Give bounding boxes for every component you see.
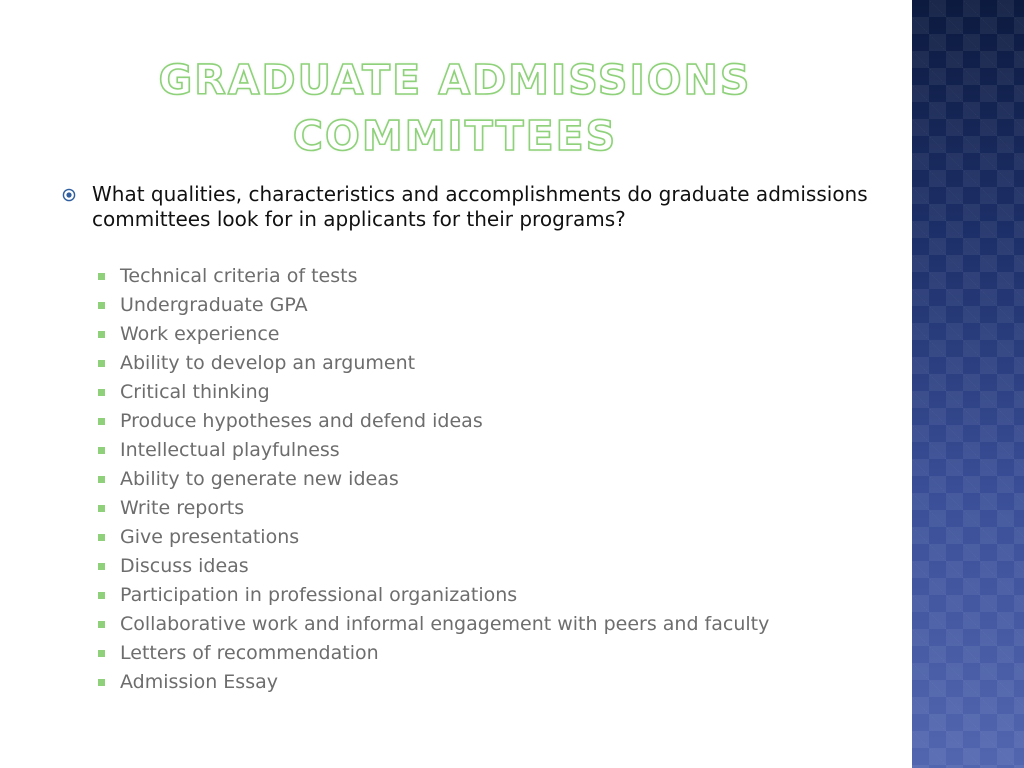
- list-item-text: Undergraduate GPA: [120, 294, 308, 316]
- decorative-side-band: [912, 0, 1024, 768]
- square-bullet-icon: [98, 476, 105, 483]
- square-bullet-icon: [98, 360, 105, 367]
- list-item-text: Collaborative work and informal engagement with peers and faculty: [120, 613, 770, 635]
- square-bullet-icon: [98, 331, 105, 338]
- list-item: [98, 291, 882, 320]
- list-item: [98, 581, 882, 610]
- list-item-text: Work experience: [120, 323, 280, 345]
- list-item: [98, 523, 882, 552]
- list-item: [98, 668, 882, 697]
- list-item-text: Critical thinking: [120, 381, 270, 403]
- list-item-text: Ability to develop an argument: [120, 352, 416, 374]
- main-point-text: What qualities, characteristics and accomplishments do graduate admissions committees look for in applicants for their programs?: [92, 182, 868, 231]
- list-item: [98, 349, 882, 378]
- criteria-list: [98, 262, 882, 697]
- list-item: [98, 610, 882, 639]
- square-bullet-icon: [98, 302, 105, 309]
- slide-title: GRADUATE ADMISSIONS COMMITTEES: [158, 56, 752, 160]
- square-bullet-icon: [98, 447, 105, 454]
- diamond-pattern: [912, 0, 1024, 768]
- list-item-text: Write reports: [120, 497, 245, 519]
- list-item: [98, 552, 882, 581]
- list-item-text: Produce hypotheses and defend ideas: [120, 410, 483, 432]
- list-item-text: Letters of recommendation: [120, 642, 379, 664]
- list-item: [98, 407, 882, 436]
- square-bullet-icon: [98, 534, 105, 541]
- list-item-text: Admission Essay: [120, 671, 278, 693]
- list-item: [98, 320, 882, 349]
- slide-content: [62, 182, 882, 697]
- list-item-text: Technical criteria of tests: [120, 265, 358, 287]
- list-item: [98, 465, 882, 494]
- list-item-text: Give presentations: [120, 526, 300, 548]
- list-item: [98, 436, 882, 465]
- list-item: [98, 494, 882, 523]
- list-item-text: Participation in professional organizations: [120, 584, 518, 606]
- square-bullet-icon: [98, 418, 105, 425]
- list-item-text: Ability to generate new ideas: [120, 468, 399, 490]
- square-bullet-icon: [98, 505, 105, 512]
- list-item: [98, 262, 882, 291]
- square-bullet-icon: [98, 650, 105, 657]
- square-bullet-icon: [98, 389, 105, 396]
- list-item-text: Intellectual playfulness: [120, 439, 340, 461]
- list-item-text: Discuss ideas: [120, 555, 249, 577]
- circle-dot-icon: [62, 188, 76, 202]
- square-bullet-icon: [98, 679, 105, 686]
- square-bullet-icon: [98, 273, 105, 280]
- list-item: [98, 378, 882, 407]
- list-item: [98, 639, 882, 668]
- square-bullet-icon: [98, 621, 105, 628]
- square-bullet-icon: [98, 592, 105, 599]
- main-bullet-point: [62, 182, 882, 232]
- square-bullet-icon: [98, 563, 105, 570]
